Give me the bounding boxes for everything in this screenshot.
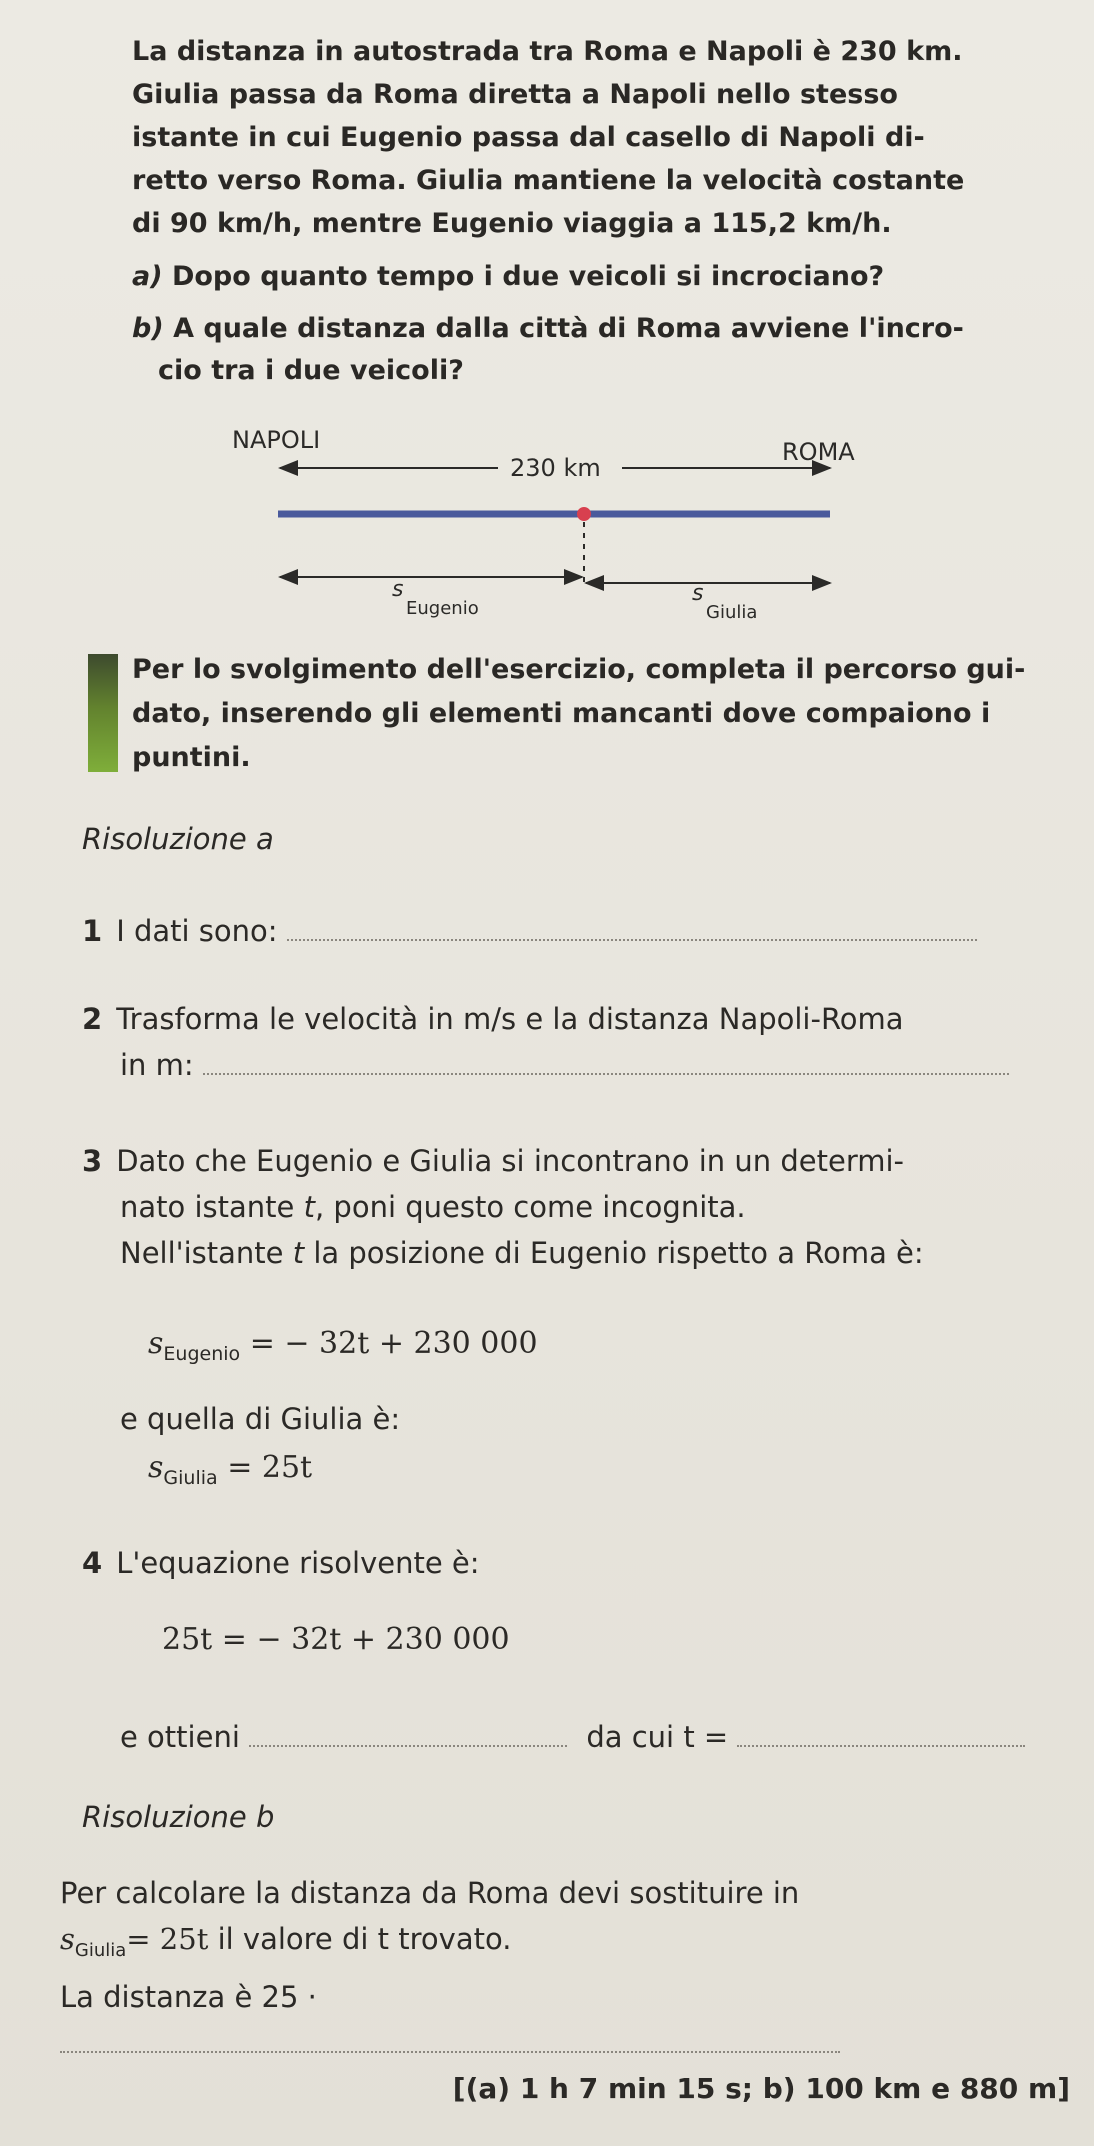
instruction-box	[88, 648, 1028, 776]
step-3-text-2	[82, 1190, 746, 1224]
eq-var: s	[148, 1326, 164, 1361]
step-2-number: 2	[82, 1002, 103, 1036]
equation-solve: 25t = − 32t + 230 000	[162, 1622, 510, 1657]
equation-eugenio	[148, 1326, 538, 1365]
question-b-label: b)	[132, 313, 164, 344]
instruction-text	[132, 648, 1032, 780]
from-which-text: da cui t =	[586, 1720, 729, 1754]
step-2	[82, 996, 1022, 1088]
roma-label: ROMA	[782, 438, 855, 466]
step-1	[82, 908, 1022, 954]
step-3-text-2a: nato istante	[120, 1190, 304, 1224]
distance-diagram	[220, 418, 880, 628]
step-1-number: 1	[82, 914, 103, 948]
problem-line: retto verso Roma. Giulia mantiene la velocità costante	[132, 165, 965, 196]
solution-b-title: Risoluzione b	[82, 1800, 275, 1834]
eq-var: s	[148, 1450, 164, 1485]
problem-line: di 90 km/h, mentre Eugenio viaggia a 115,2 km/h.	[132, 208, 892, 239]
step-2-text-1: Trasforma le velocità in m/s e la distanza Napoli-Roma	[116, 1002, 904, 1036]
s-giulia-sub: Giulia	[706, 602, 758, 623]
s-eugenio-symbol: s	[392, 577, 404, 602]
obtain-line	[120, 1714, 1060, 1760]
distance-blank[interactable]	[60, 2021, 840, 2053]
question-b-text-2: cio tra i due veicoli?	[158, 355, 464, 386]
instruction-line: Per lo svolgimento dell'esercizio, completa il percorso gui-	[132, 654, 1026, 685]
distance-label: 230 km	[510, 454, 601, 482]
equation-giulia	[148, 1450, 312, 1489]
eq-sub: Eugenio	[163, 1343, 241, 1365]
step-3	[82, 1138, 1022, 1276]
step-4-number: 4	[82, 1546, 103, 1580]
step-4-text: L'equazione risolvente è:	[116, 1546, 480, 1580]
question-a-label: a)	[132, 261, 163, 292]
problem-line: istante in cui Eugenio passa dal casello di Napoli di-	[132, 122, 925, 153]
step-4	[82, 1540, 1022, 1586]
step-1-text: I dati sono:	[116, 914, 278, 948]
eq-rhs: = 25t	[126, 1922, 209, 1956]
step-2-text-2: in m:	[120, 1048, 194, 1082]
step-3-text-3b: la posizione di Eugenio rispetto a Roma è:	[304, 1236, 924, 1270]
variable-t: t	[303, 1190, 315, 1224]
solution-b-line-2-text: il valore di t trovato.	[208, 1922, 512, 1956]
s-eugenio-sub: Eugenio	[406, 598, 479, 619]
instruction-line: dato, inserendo gli elementi mancanti dove compaiono i	[132, 698, 991, 729]
question-a	[132, 256, 1032, 298]
obtain-blank[interactable]	[249, 1715, 567, 1747]
step-1-blank[interactable]	[287, 909, 977, 941]
step-3-text-3a: Nell'istante	[120, 1236, 293, 1270]
problem-line: Giulia passa da Roma diretta a Napoli nello stesso	[132, 79, 898, 110]
t-blank[interactable]	[737, 1715, 1025, 1747]
step-3-text-1: Dato che Eugenio e Giulia si incontrano in un determi-	[116, 1144, 905, 1178]
answer-key: [(a) 1 h 7 min 15 s; b) 100 km e 880 m]	[452, 2072, 1070, 2105]
step-2-blank[interactable]	[203, 1043, 1009, 1075]
problem-line: La distanza in autostrada tra Roma e Napoli è 230 km.	[132, 36, 963, 67]
solution-b-line-3: La distanza è 25 ·	[60, 1979, 317, 2014]
step-3-text-3	[82, 1236, 924, 1270]
solution-b-line-1: Per calcolare la distanza da Roma devi sostituire in	[60, 1876, 800, 1910]
eq-var: s	[60, 1922, 75, 1956]
instruction-line: puntini.	[132, 742, 251, 773]
step-3-text-2b: , poni questo come incognita.	[314, 1190, 746, 1224]
question-b	[132, 308, 1032, 392]
s-giulia-symbol: s	[692, 581, 704, 606]
eq-rhs: = − 32t + 230 000	[249, 1326, 538, 1361]
meeting-point-icon	[577, 507, 591, 521]
solution-b-line-2	[60, 1922, 512, 1961]
obtain-text: e ottieni	[120, 1720, 240, 1754]
variable-t: t	[292, 1236, 305, 1270]
eq-sub: Giulia	[74, 1939, 127, 1961]
solution-a-title: Risoluzione a	[82, 822, 274, 856]
question-a-text: Dopo quanto tempo i due veicoli si incrociano?	[171, 261, 885, 292]
step-3-number: 3	[82, 1144, 103, 1178]
eq-rhs: = 25t	[227, 1450, 313, 1485]
solution-b-text	[60, 1870, 1060, 2066]
napoli-label: NAPOLI	[232, 426, 321, 454]
instruction-bar	[88, 654, 118, 772]
question-b-text-1: A quale distanza dalla città di Roma avviene l'incro-	[173, 313, 964, 344]
problem-statement	[132, 30, 1032, 245]
giulia-intro: e quella di Giulia è:	[120, 1402, 401, 1436]
eq-sub: Giulia	[163, 1467, 218, 1489]
